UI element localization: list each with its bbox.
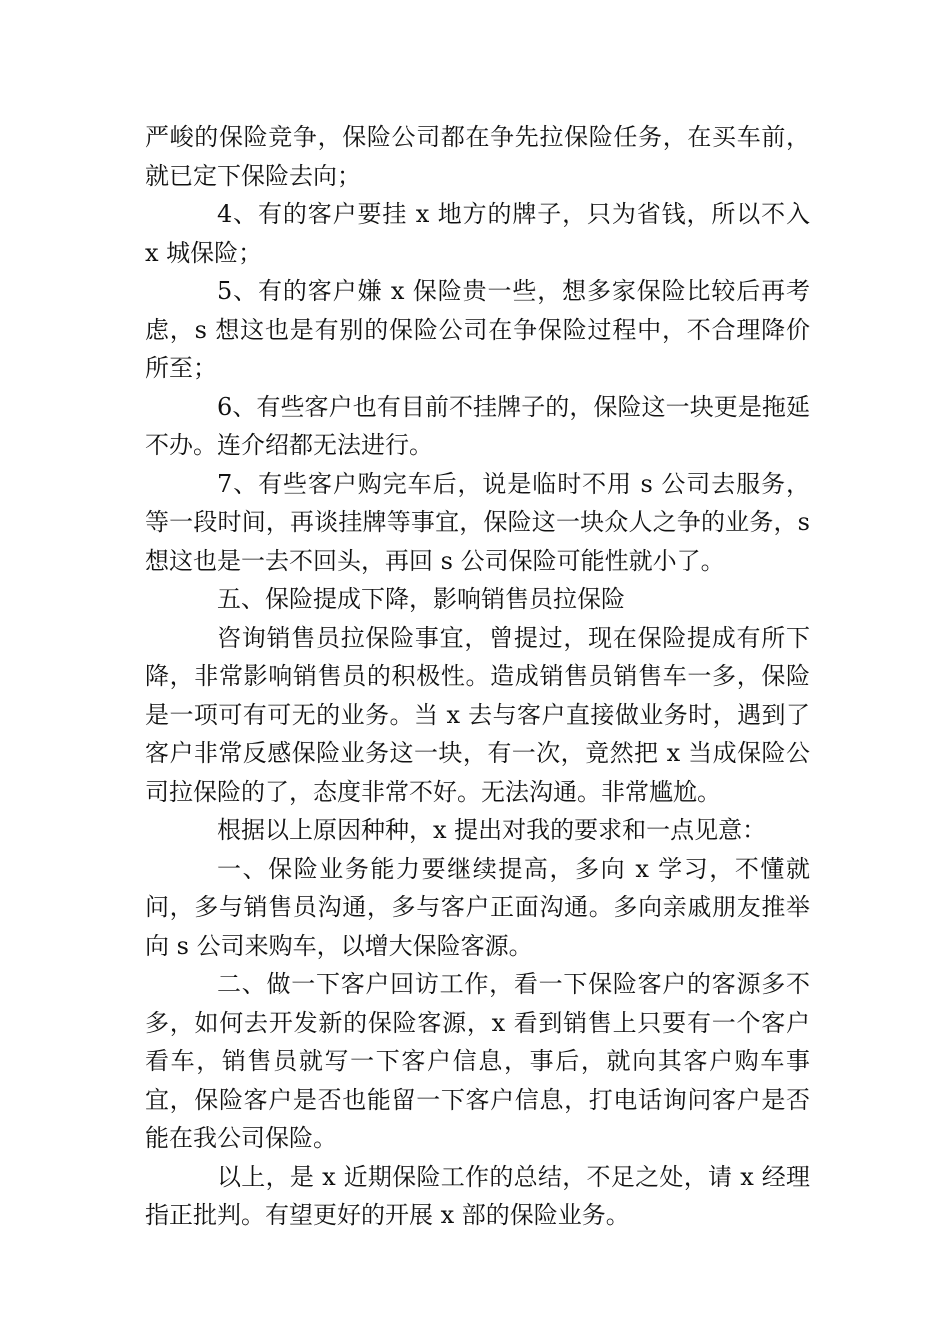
section-heading-five: 五、保险提成下降，影响销售员拉保险 xyxy=(217,585,625,613)
paragraph-consulting: 咨询销售员拉保险事宜，曾提过，现在保险提成有所下降，非常影响销售员的积极性。造成销售员销售车一多，保险是一项可有可无的业务。当 x 去与客户直接做业务时，遇到了客户非常反感保险业务这一块，有一次，竟然把 x 当成保险公司拉保险的了，态度非常不好。无法沟通。非常尴尬。 xyxy=(145,623,810,806)
paragraph-item-7: 7、有些客户购完车后，说是临时不用 s 公司去服务，等一段时间，再谈挂牌等事宜，保险这一块众人之争的业务，s 想这也是一去不回头，再回 s 公司保险可能性就小了。 xyxy=(145,469,810,575)
paragraph-continuation: 严峻的保险竞争，保险公司都在争先拉保险任务，在买车前，就已定下保险去向； xyxy=(145,123,810,190)
document-body xyxy=(145,118,810,1235)
paragraph-item-4: 4、有的客户要挂 x 地方的牌子，只为省钱，所以不入 x 城保险； xyxy=(145,200,810,267)
paragraph-closing: 以上，是 x 近期保险工作的总结，不足之处，请 x 经理指正批判。有望更好的开展 x 部的保险业务。 xyxy=(145,1162,810,1229)
paragraph-item-6: 6、有些客户也有目前不挂牌子的，保险这一块更是拖延不办。连介绍都无法进行。 xyxy=(145,392,810,459)
paragraph-requirement-one: 一、保险业务能力要继续提高，多向 x 学习，不懂就问，多与销售员沟通，多与客户正面沟通。多向亲戚朋友推举向 s 公司来购车，以增大保险客源。 xyxy=(145,854,810,960)
paragraph-item-5: 5、有的客户嫌 x 保险贵一些，想多家保险比较后再考虑，s 想这也是有别的保险公司在争保险过程中，不合理降价所至； xyxy=(145,277,810,382)
paragraph-requirements-intro: 根据以上原因种种，x 提出对我的要求和一点见意： xyxy=(217,816,767,844)
paragraph-requirement-two: 二、做一下客户回访工作，看一下保险客户的客源多不多，如何去开发新的保险客源，x 看到销售上只要有一个客户看车，销售员就写一下客户信息，事后，就向其客户购车事宜，保险客户是否也能留一下客户信息，打电话询问客户是否能在我公司保险。 xyxy=(145,970,810,1152)
